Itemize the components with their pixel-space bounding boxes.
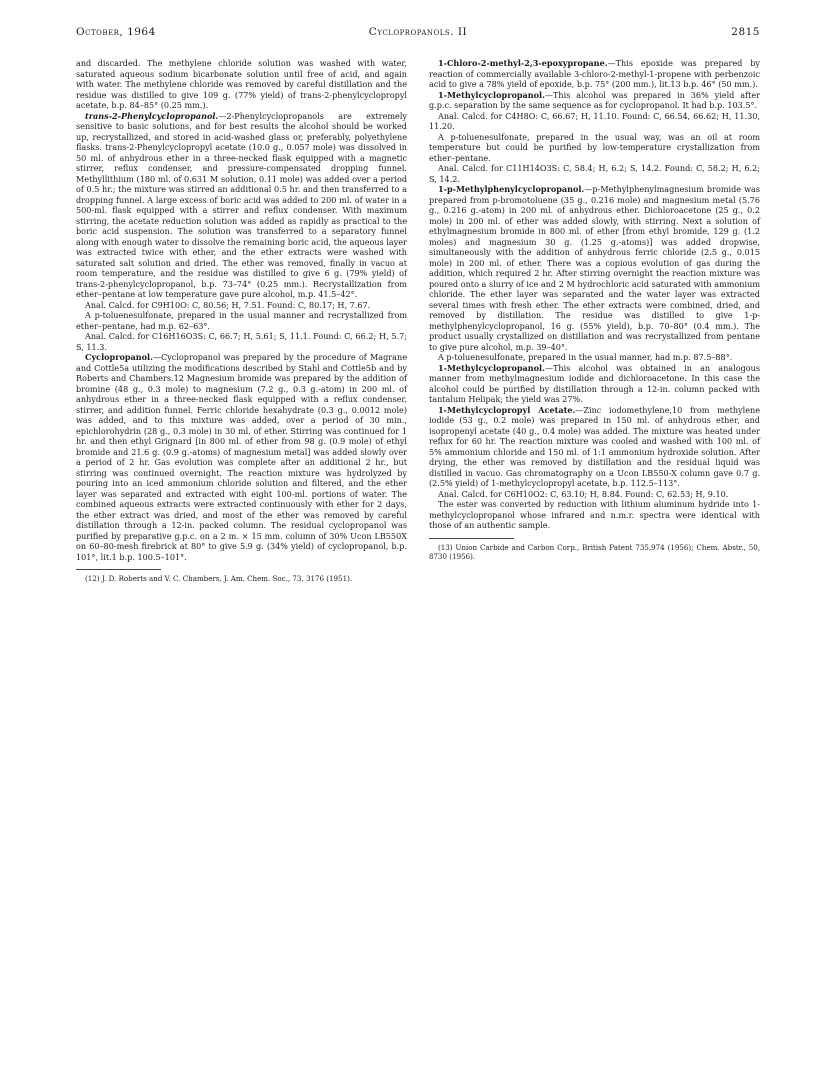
right-column xyxy=(429,58,760,561)
paragraph-body: —2-Phenylcyclopropanols are extremely sensitive to basic solutions, and for best results the alcohol should be worked up, recrystallized, and stored in acid-washed glass or, preferably, polyethylene flasks. trans-2-Phenylcyclopropyl acetate (10.0 g., 0.057 mole) was dissolved in 50 ml. of anhydrous ether in a three-necked flask equipped with a magnetic stirrer, reflux condenser, and pressure-compensated dropping funnel. Methyllithium (180 ml. of 0.631 M solution, 0.11 mole) was added over a period of 0.5 hr.; the mixture was stirred an additional 0.5 hr. and then transferred to a dropping funnel. A large excess of boric acid was added to 200 ml. of water in a 500-ml. flask equipped with a stirrer and reflux condenser. With maximum stirring, the acetate reduction solution was added as rapidly as practical to the boric acid suspension. The solution was transferred to a separatory funnel along with enough water to dissolve the remaining boric acid, the aqueous layer was extracted twice with ether, and the ether extracts were washed with saturated salt solution and dried. The ether was removed, finally in vacuo at room temperature, and the residue was distilled to give 6 g. (79% yield) of trans-2-phenylcyclopropanol, b.p. 73–74° (0.25 mm.). Recrystallization from ether–pentane at low temperature gave pure alcohol, m.p. 41.5–42°. xyxy=(76,110,407,299)
analysis-line: Anal. Calcd. for C4H8O: C, 66.67; H, 11.10. Found: C, 66.54, 66.62; H, 11.30, 11.20. xyxy=(429,110,760,131)
paragraph xyxy=(76,111,407,300)
section-title: 1-Methylcyclopropyl Acetate. xyxy=(438,404,576,415)
paragraph: A p-toluenesulfonate, prepared in the usual manner and recrystallized from ether–pentane, had m.p. 62–63°. xyxy=(76,310,407,331)
section-title: trans-2-Phenylcyclopropanol. xyxy=(85,110,219,121)
paragraph: A p-toluenesulfonate, prepared in the usual manner, had m.p. 87.5–88°. xyxy=(438,352,733,362)
header-page-number: 2815 xyxy=(731,26,760,38)
paragraph: and discarded. The methylene chloride solution was washed with water, saturated aqueous sodium bicarbonate solution until free of acid, and again with water. The methylene chloride was removed by careful distillation and the residue was distilled to give 109 g. (77% yield) of trans-2-phenylcyclopropyl acetate, b.p. 84–85° (0.25 mm.). xyxy=(76,58,407,110)
analysis-line: Anal. Calcd. for C11H14O3S: C, 58.4; H, 6.2; S, 14.2. Found: C, 58.2; H, 6.2; S, 14.2. xyxy=(429,163,760,184)
paragraph xyxy=(429,184,760,352)
section-title: 1-Methylcyclopropanol. xyxy=(438,89,545,100)
paragraph-body: —This alcohol was obtained in an analogous manner from methylmagnesium iodide and dichloroacetone. In this case the alcohol could be purified by distillation through a 12-in. column packed with tantalum Helipak; the yield was 27%. xyxy=(429,362,760,404)
paragraph xyxy=(429,90,760,111)
paragraph-body: —Cyclopropanol was prepared by the procedure of Magrane and Cottle5a utilizing the modifications described by Stahl and Cottle5b and by Roberts and Chambers.12 Magnesium bromide was prepared by the addition of bromine (48 g., 0.3 mole) to magnesium (7.2 g., 0.3 g.-atom) in 200 ml. of anhydrous ether in a three-necked flask equipped with a reflux condenser, stirrer, and addition funnel. Ferric chloride hexahydrate (0.3 g., 0.0012 mole) was added, and to this mixture was added, over a period of 30 min., epichlorohydrin (28 g., 0.3 mole) in 30 ml. of ether. Stirring was continued for 1 hr. and then ethyl Grignard [in 800 ml. of ether from 98 g. (0.9 mole) of ethyl bromide and 21.6 g. (0.9 g.-atoms) of magnesium metal] was added slowly over a period of 2 hr. Gas evolution was complete after an additional 2 hr., but stirring was continued overnight. The reaction mixture was hydrolyzed by pouring into an iced ammonium chloride solution and filtered, and the ether layer was separated and extracted with eight 100-ml. portions of water. The combined aqueous extracts were extracted continuously with ether for 2 days, the ether extract was dried, and most of the ether was removed by careful distillation through a 12-in. packed column. The residual cyclopropanol was purified by preparative g.p.c. on a 2 m. × 15 mm. column of 30% Ucon LB550X on 60–80-mesh firebrick at 80° to give 5.9 g. (34% yield) of cyclopropanol, b.p. 101°, lit.1 b.p. 100.5–101°. xyxy=(76,352,407,562)
paragraph-body: —This epoxide was prepared by reaction of commercially available 3-chloro-2-methyl-1-propene with perbenzoic acid to give a 78% yield of epoxide, b.p. 75° (200 mm.), lit.13 b.p. 46° (50 mm.). xyxy=(429,58,760,89)
paragraph xyxy=(429,58,760,90)
paragraph-body: —p-Methylphenylmagnesium bromide was prepared from p-bromotoluene (35 g., 0.216 mole) and magnesium metal (5.76 g., 0.216 g.-atom) in 200 ml. of anhydrous ether. Dichloroacetone (25 g., 0.2 mole) in 200 ml. of ether was added slowly, with stirring. Next a solution of ethylmagnesium bromide in 800 ml. of ether [from ethyl bromide, 129 g. (1.2 moles) and magnesium 30 g. (1.25 g.-atoms)] was added dropwise, simultaneously with the addition of anhydrous ferric chloride (2.5 g., 0.015 mole) in 200 ml. of ether. There was a copious evolution of gas during the addition, which required 2 hr. After stirring overnight the reaction mixture was poured onto a slurry of ice and 2 M hydrochloric acid saturated with ammonium chloride. The ether layer was separated and the water layer was extracted several times with fresh ether. The ether extracts were combined, dried, and removed by distillation. The residue was distilled to give 1-p-methylphenylcyclopropanol, 16 g. (55% yield), b.p. 70–80° (0.4 mm.). The product usually crystallized on distillation and was recrystallized from pentane to give pure alcohol, m.p. 39–40°. xyxy=(429,184,760,352)
analysis-line: Anal. Calcd. for C16H16O3S: C, 66.7; H, 5.61; S, 11.1. Found: C, 66.2; H, 5.7; S, 11.3. xyxy=(76,331,407,352)
footnote: (12) J. D. Roberts and V. C. Chambers, J. Am. Chem. Soc., 73, 3176 (1951). xyxy=(85,574,353,583)
running-header xyxy=(76,26,760,42)
footnote: (13) Union Carbide and Carbon Corp., British Patent 735,974 (1956); Chem. Abstr., 50, 8730 (1956). xyxy=(429,542,760,561)
section-title: 1-Chloro-2-methyl-2,3-epoxypropane. xyxy=(438,58,608,68)
paragraph xyxy=(76,352,407,562)
analysis-line: Anal. Calcd. for C6H10O2: C, 63.10; H, 8.84. Found: C, 62.53; H, 9.10. xyxy=(438,488,729,499)
paragraph-body: —Zinc iodomethylene,10 from methylene iodide (53 g., 0.2 mole) was prepared in 150 ml. of anhydrous ether, and isopropenyl acetate (40 g., 0.4 mole) was added. The mixture was heated under reflux for 60 hr. The reaction mixture was cooled and washed with 100 ml. of 5% ammonium chloride and 150 ml. of 1:1 ammonium hydroxide solution. After drying, the ether was removed by distillation and the residual liquid was distilled in vacuo. Gas chromatography on a Ucon LB550-X column gave 0.7 g. (2.5% yield) of 1-methylcyclopropyl acetate, b.p. 112.5–113°. xyxy=(429,404,760,488)
paragraph: A p-toluenesulfonate, prepared in the usual way, was an oil at room temperature but could be purified by low-temperature crystallization from ether–pentane. xyxy=(429,131,760,163)
header-date: October, 1964 xyxy=(76,26,156,38)
paragraph: The ester was converted by reduction with lithium aluminum hydride into 1-methylcyclopropanol whose infrared and n.m.r. spectra were identical with those of an authentic sample. xyxy=(429,499,760,530)
section-title: Cyclopropanol. xyxy=(85,352,153,362)
left-column xyxy=(76,58,407,583)
section-title: 1-p-Methylphenylcyclopropanol. xyxy=(438,184,585,194)
header-journal-title: Cyclopropanols. II xyxy=(368,26,468,38)
analysis-line: Anal. Calcd. for C9H10O: C, 80.56; H, 7.51. Found: C, 80.17; H, 7.67. xyxy=(85,299,371,310)
paragraph-body: —This alcohol was prepared in 36% yield after g.p.c. separation by the same sequence as for cyclopropanol. It had b.p. 103.5°. xyxy=(429,89,760,110)
paragraph xyxy=(429,363,760,405)
section-title: 1-Methylcyclopropanol. xyxy=(438,362,545,373)
footnote-divider xyxy=(429,538,514,539)
footnote-divider xyxy=(76,569,161,570)
paragraph xyxy=(429,405,760,489)
